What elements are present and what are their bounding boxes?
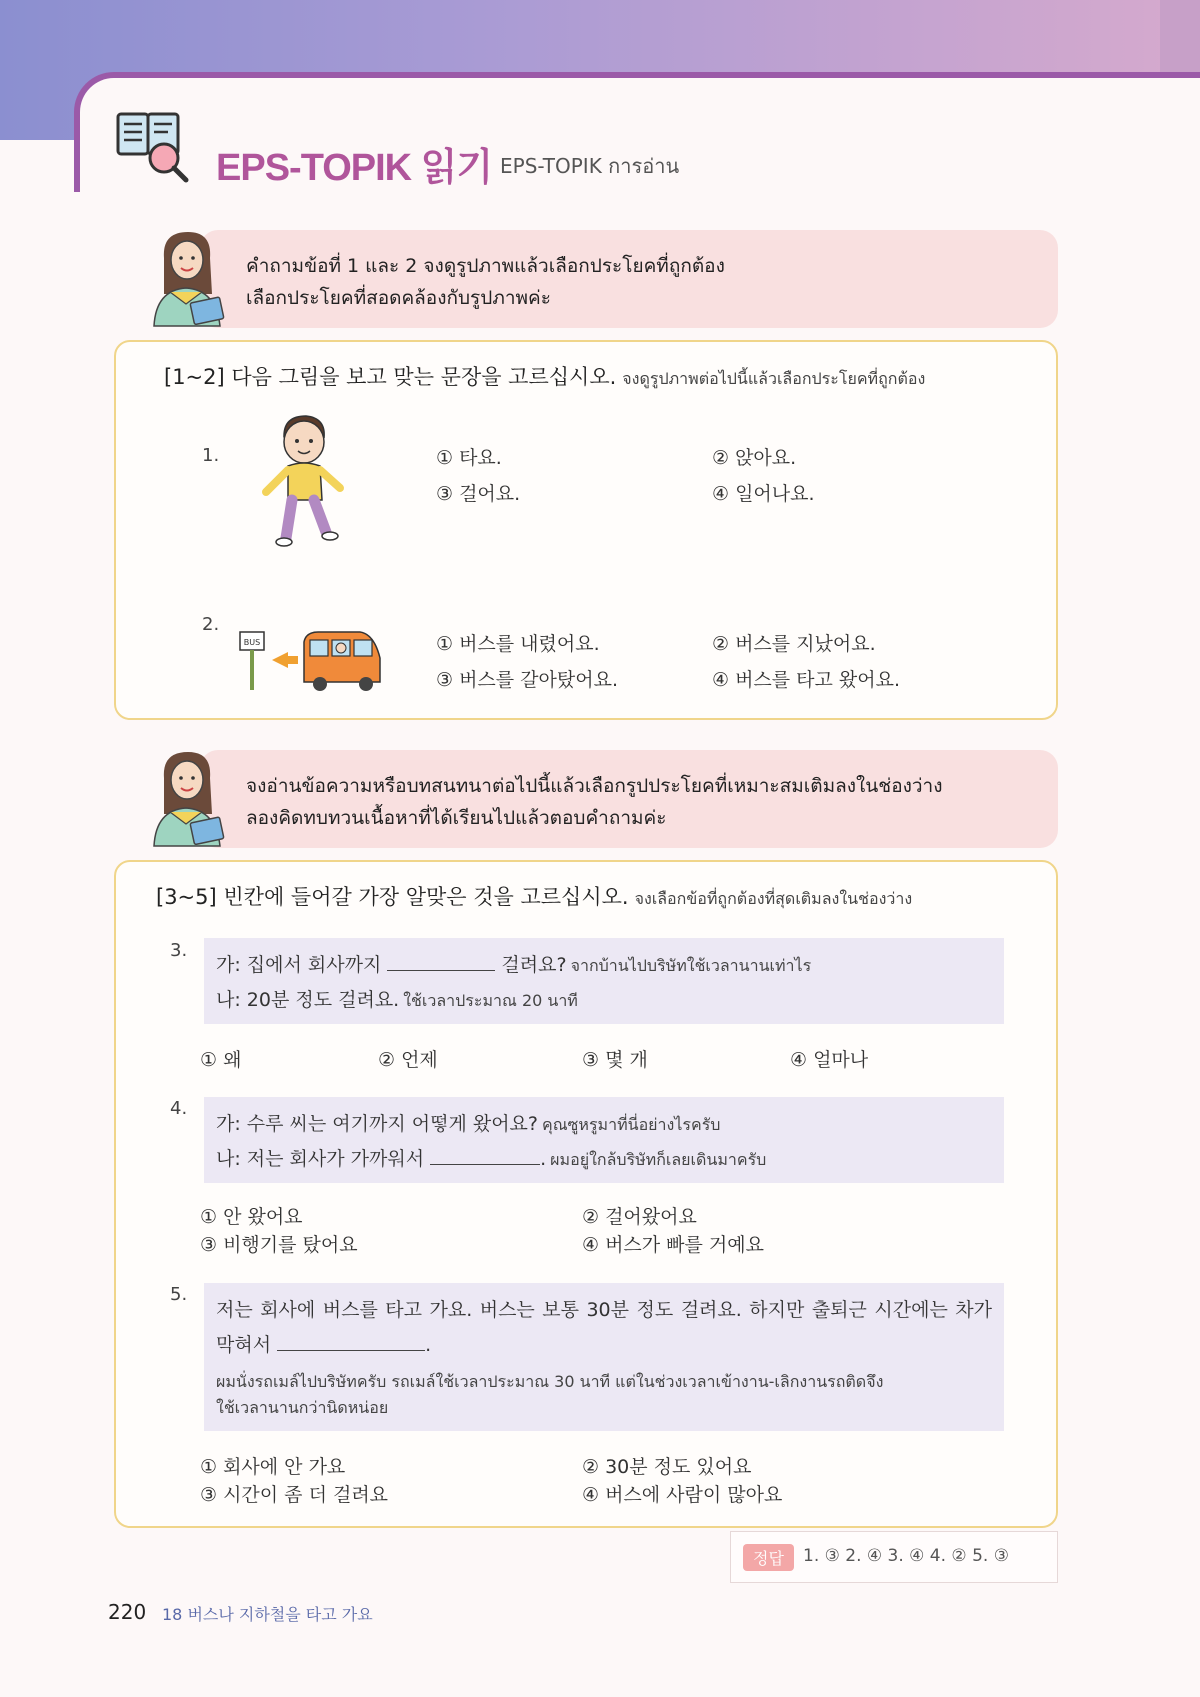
passage-translation <box>216 1369 992 1421</box>
section-heading-ko: [3~5] 빈칸에 들어갈 가장 알맞은 것을 고르십시오. <box>156 885 629 909</box>
section-heading-3-5 <box>156 881 912 912</box>
dialog-translation: คุณซูหรูมาที่นี่อย่างไรครับ <box>542 1115 721 1134</box>
dialog-translation: ใช้เวลาประมาณ 20 นาที <box>403 991 578 1010</box>
section-heading-th: จงดูรูปภาพต่อไปนี้แล้วเลือกประโยคที่ถูกต้อง <box>622 369 926 388</box>
option-5-3[interactable]: ③ 시간이 좀 더 걸려요 <box>200 1484 389 1506</box>
answer-key-text: 1. ③ 2. ④ 3. ④ 4. ② 5. ③ <box>803 1546 1009 1566</box>
option-4-2[interactable]: ② 걸어왔어요 <box>582 1206 697 1228</box>
answer-key-label: 정답 <box>743 1544 794 1571</box>
teacher-avatar-icon <box>146 748 234 848</box>
dialog-text: 가: 집에서 회사까지 <box>216 954 382 976</box>
page-title: EPS-TOPIK 읽기 <box>216 147 493 189</box>
answer-key <box>730 1531 1058 1583</box>
instruction-line: ลองคิดทบทวนเนื้อหาที่ได้เรียนไปแล้วตอบคำถามค่ะ <box>246 807 667 829</box>
question-number: 3. <box>170 940 188 961</box>
passage-translation-line: ใช้เวลานานกว่านิดหน่อย <box>216 1398 389 1417</box>
option-2-2[interactable]: ② 버스를 지났어요. <box>712 633 876 655</box>
dialog-line <box>216 1107 992 1142</box>
option-5-2[interactable]: ② 30분 정도 있어요 <box>582 1456 752 1478</box>
passage-box-5 <box>204 1283 1004 1431</box>
dialog-text: . <box>540 1148 547 1170</box>
question-number: 4. <box>170 1098 188 1119</box>
dialog-translation: ผมอยู่ใกล้บริษัทก็เลยเดินมาครับ <box>550 1150 767 1169</box>
dialog-translation: จากบ้านไปบริษัทใช้เวลานานเท่าไร <box>570 956 812 975</box>
dialog-text: 걸려요? <box>501 954 567 976</box>
option-2-4[interactable]: ④ 버스를 타고 왔어요. <box>712 669 901 691</box>
instruction-bubble-1 <box>200 230 1058 328</box>
instruction-bubble-2 <box>200 750 1058 848</box>
answer-blank <box>430 1145 540 1165</box>
bus-stop-illustration <box>238 628 388 694</box>
option-5-1[interactable]: ① 회사에 안 가요 <box>200 1456 346 1478</box>
option-1-1[interactable]: ① 타요. <box>436 447 502 469</box>
question-number: 2. <box>202 614 220 635</box>
option-1-4[interactable]: ④ 일어나요. <box>712 483 815 505</box>
option-4-3[interactable]: ③ 비행기를 탔어요 <box>200 1234 358 1256</box>
question-number: 1. <box>202 445 220 466</box>
section-heading-1-2 <box>164 361 925 392</box>
dialog-line <box>216 948 992 983</box>
dialog-box-4 <box>204 1097 1004 1183</box>
dialog-text: 가: 수루 씨는 여기까지 어떻게 왔어요? <box>216 1113 538 1135</box>
dialog-text: 나: 저는 회사가 가까워서 <box>216 1148 425 1170</box>
page-subtitle: EPS-TOPIK การอ่าน <box>500 154 680 178</box>
section-heading-ko: [1~2] 다음 그림을 보고 맞는 문장을 고르십시오. <box>164 365 617 389</box>
dialog-line <box>216 1142 992 1177</box>
sheet-edge <box>70 192 82 1697</box>
instruction-line: เลือกประโยคที่สอดคล้องกับรูปภาพค่ะ <box>246 287 551 309</box>
page-number: 220 <box>108 1600 147 1624</box>
option-4-1[interactable]: ① 안 왔어요 <box>200 1206 303 1228</box>
option-4-4[interactable]: ④ 버스가 빠를 거예요 <box>582 1234 764 1256</box>
dialog-text: 나: 20분 정도 걸려요. <box>216 989 400 1011</box>
passage-text <box>216 1293 992 1363</box>
dialog-box-3 <box>204 938 1004 1024</box>
option-3-1[interactable]: ① 왜 <box>200 1049 242 1071</box>
option-2-3[interactable]: ③ 버스를 갈아탔어요. <box>436 669 618 691</box>
book-magnifier-icon <box>112 108 192 184</box>
option-1-3[interactable]: ③ 걸어요. <box>436 483 521 505</box>
section-heading-th: จงเลือกข้อที่ถูกต้องที่สุดเติมลงในช่องว่าง <box>634 889 913 908</box>
teacher-avatar-icon <box>146 228 234 328</box>
walking-boy-illustration <box>262 414 346 550</box>
dialog-line <box>216 983 992 1018</box>
option-2-1[interactable]: ① 버스를 내렸어요. <box>436 633 600 655</box>
chapter-title: 18 버스나 지하철을 타고 가요 <box>162 1605 373 1624</box>
instruction-line: จงอ่านข้อความหรือบทสนทนาต่อไปนี้แล้วเลือกรูปประโยคที่เหมาะสมเติมลงในช่องว่าง <box>246 775 943 797</box>
option-5-4[interactable]: ④ 버스에 사람이 많아요 <box>582 1484 783 1506</box>
option-3-3[interactable]: ③ 몇 개 <box>582 1049 648 1071</box>
option-1-2[interactable]: ② 앉아요. <box>712 447 797 469</box>
option-3-2[interactable]: ② 언제 <box>378 1049 438 1071</box>
option-3-4[interactable]: ④ 얼마나 <box>790 1049 869 1071</box>
answer-blank <box>277 1331 425 1351</box>
top-band-accent <box>1160 0 1200 80</box>
answer-blank <box>387 951 495 971</box>
instruction-line: คำถามข้อที่ 1 และ 2 จงดูรูปภาพแล้วเลือกประโยคที่ถูกต้อง <box>246 255 725 277</box>
passage-text-ko: 저는 회사에 버스를 타고 가요. 버스는 보통 30분 정도 걸려요. 하지만 출퇴근 시간에는 차가 막혀서 <box>216 1299 992 1356</box>
question-number: 5. <box>170 1284 188 1305</box>
passage-translation-line: ผมนั่งรถเมล์ไปบริษัทครับ รถเมล์ใช้เวลาประมาณ 30 นาที แต่ในช่วงเวลาเข้างาน-เลิกงานรถติดจึง <box>216 1372 884 1391</box>
passage-text-ko: . <box>425 1334 432 1356</box>
bus-sign-text: BUS <box>243 638 261 647</box>
